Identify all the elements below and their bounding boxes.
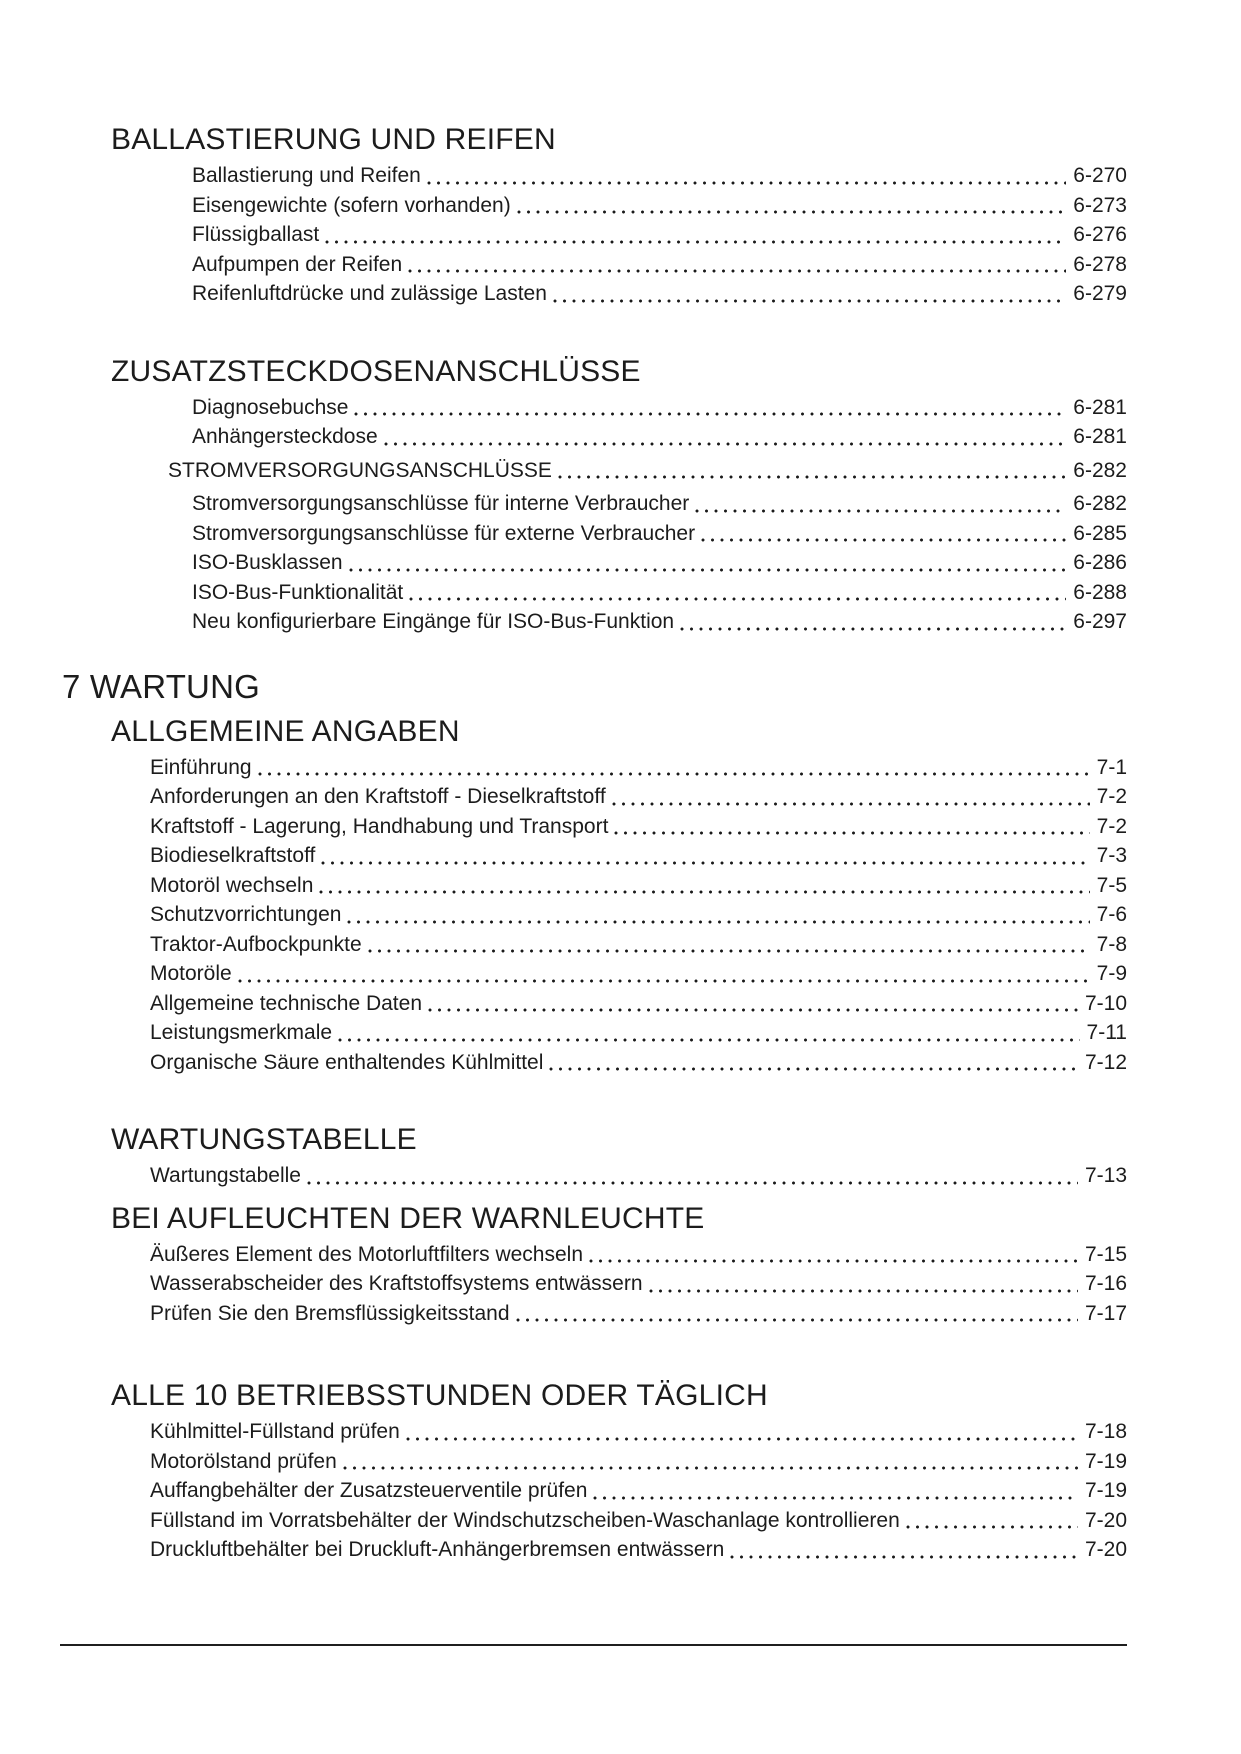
dot-leader	[406, 1437, 1078, 1441]
toc-entry	[192, 161, 1127, 191]
toc-entry-label: Aufpumpen der Reifen	[192, 252, 403, 276]
toc-section-rows	[0, 1161, 1241, 1191]
dot-leader	[593, 1496, 1078, 1500]
dot-leader	[319, 890, 1089, 894]
toc-entry	[150, 782, 1127, 812]
dot-leader	[427, 181, 1066, 185]
toc-entry-label: Wasserabscheider des Kraftstoffsystems entwässern	[150, 1272, 643, 1295]
toc-entry-label: ISO-Busklassen	[192, 551, 343, 574]
toc-entry-label: Biodieselkraftstoff	[150, 844, 316, 867]
toc-entry	[150, 1240, 1127, 1270]
toc-entry	[150, 812, 1127, 842]
toc-entry-page: 7-2	[1096, 785, 1127, 808]
toc-entry-page: 6-273	[1073, 193, 1127, 217]
dot-leader	[409, 597, 1066, 601]
toc-entry-page: 7-19	[1084, 1479, 1127, 1502]
dot-leader	[354, 412, 1066, 416]
toc-entry	[192, 393, 1127, 423]
dot-leader	[338, 1038, 1079, 1042]
toc-entry-label: Allgemeine technische Daten	[150, 991, 422, 1015]
toc-entry-page: 7-9	[1096, 962, 1127, 985]
toc-entry-page: 7-13	[1084, 1164, 1127, 1187]
toc-section-zusatzsteckdosen	[0, 354, 1241, 637]
toc-entry	[150, 1299, 1127, 1329]
toc-section-rows	[0, 393, 1241, 637]
toc-entry	[150, 1447, 1127, 1477]
toc-entry-label: Kraftstoff - Lagerung, Handhabung und Transport	[150, 814, 609, 838]
toc-entry	[192, 607, 1127, 637]
toc-entry	[150, 989, 1127, 1019]
toc-entry-page: 7-2	[1096, 814, 1127, 838]
toc-entry-label: Prüfen Sie den Bremsflüssigkeitsstand	[150, 1301, 510, 1325]
toc-entry-page: 7-16	[1084, 1272, 1127, 1295]
toc-entry	[192, 422, 1127, 452]
toc-entry	[150, 841, 1127, 871]
dot-leader	[614, 831, 1089, 835]
toc-entry-page: 7-6	[1096, 903, 1127, 926]
toc-entry	[192, 191, 1127, 221]
toc-entry-page: 7-12	[1084, 1050, 1127, 1074]
toc-entry	[192, 279, 1127, 309]
toc-entry-page: 7-20	[1084, 1508, 1127, 1532]
toc-section-rows	[0, 1240, 1241, 1329]
section-heading-allgemeine-angaben: ALLGEMEINE ANGABEN	[111, 714, 460, 748]
dot-leader	[307, 1181, 1078, 1185]
dot-leader	[906, 1525, 1078, 1529]
toc-entry	[150, 1269, 1127, 1299]
toc-entry-label: Diagnosebuchse	[192, 395, 349, 419]
toc-entry-page: 6-270	[1073, 164, 1127, 187]
section-heading-ballastierung: BALLASTIERUNG UND REIFEN	[111, 123, 556, 156]
toc-entry-page: 7-3	[1096, 844, 1127, 867]
toc-entry-page: 7-11	[1086, 1021, 1127, 1044]
footer-rule	[60, 1644, 1127, 1646]
toc-subheading-entry	[168, 456, 1127, 486]
toc-entry-label: Einführung	[150, 755, 252, 779]
toc-entry	[150, 1476, 1127, 1506]
dot-leader	[384, 442, 1067, 446]
toc-entry-label: Füllstand im Vorratsbehälter der Windschutzscheiben-Waschanlage kontrollieren	[150, 1508, 900, 1532]
dot-leader	[516, 1318, 1078, 1322]
toc-entry-page: 6-281	[1073, 425, 1127, 448]
toc-entry	[192, 489, 1127, 519]
dot-leader	[408, 269, 1066, 273]
section-heading-alle-10-betriebsstunden: ALLE 10 BETRIEBSSTUNDEN ODER TÄGLICH	[111, 1379, 768, 1412]
toc-entry-page: 7-8	[1096, 932, 1127, 956]
chapter-heading-wartung: 7 WARTUNG	[62, 667, 260, 705]
toc-entry	[150, 871, 1127, 901]
toc-entry-label: Druckluftbehälter bei Druckluft-Anhängerbremsen entwässern	[150, 1538, 725, 1561]
dot-leader	[612, 802, 1090, 806]
toc-entry-label: Äußeres Element des Motorluftfilters wechseln	[150, 1242, 584, 1266]
toc-entry-label: Leistungsmerkmale	[150, 1021, 333, 1044]
toc-entry-page: 6-285	[1073, 521, 1127, 545]
dot-leader	[549, 1067, 1078, 1071]
dot-leader	[321, 861, 1089, 865]
dot-leader	[589, 1259, 1078, 1263]
toc-entry-page: 7-10	[1084, 991, 1127, 1015]
dot-leader	[325, 240, 1066, 244]
dot-leader	[649, 1289, 1078, 1293]
toc-entry-label: Kühlmittel-Füllstand prüfen	[150, 1420, 400, 1443]
dot-leader	[347, 920, 1089, 924]
dot-leader	[701, 538, 1066, 542]
toc-section-rows	[0, 1417, 1241, 1565]
dot-leader	[558, 475, 1066, 479]
dot-leader	[517, 210, 1067, 214]
dot-leader	[680, 627, 1066, 631]
toc-entry-label: ISO-Bus-Funktionalität	[192, 580, 404, 604]
toc-entry	[150, 1048, 1127, 1078]
toc-entry-label: Flüssigballast	[192, 223, 320, 246]
toc-entry-page: 7-1	[1096, 755, 1127, 779]
toc-section-warnleuchte	[0, 1201, 1241, 1329]
toc-entry-page: 6-282	[1073, 458, 1127, 482]
toc-entry-page: 6-288	[1073, 580, 1127, 604]
toc-entry-label: Reifenluftdrücke und zulässige Lasten	[192, 282, 547, 305]
toc-entry-page: 7-17	[1084, 1301, 1127, 1325]
toc-entry-label: Neu konfigurierbare Eingänge für ISO-Bus-Funktion	[192, 610, 675, 633]
toc-entry-page: 7-18	[1084, 1420, 1127, 1443]
toc-entry-page: 6-286	[1073, 551, 1127, 574]
toc-entry-label: Ballastierung und Reifen	[192, 164, 421, 187]
section-heading-zusatzsteckdosen: ZUSATZSTECKDOSENANSCHLÜSSE	[111, 354, 641, 388]
toc-entry-label: Motoröle	[150, 962, 232, 985]
dot-leader	[695, 509, 1066, 513]
toc-entry	[150, 1535, 1127, 1565]
toc-entry-page: 7-19	[1084, 1449, 1127, 1473]
toc-entry-label: Eisengewichte (sofern vorhanden)	[192, 193, 511, 217]
toc-entry-page: 6-282	[1073, 492, 1127, 515]
toc-section-rows	[0, 753, 1241, 1078]
toc-entry	[192, 220, 1127, 250]
toc-entry	[150, 1506, 1127, 1536]
toc-section-rows	[0, 161, 1241, 309]
toc-entry	[150, 1161, 1127, 1191]
dot-leader	[730, 1555, 1078, 1559]
toc-entry-page: 6-276	[1073, 223, 1127, 246]
toc-entry	[150, 900, 1127, 930]
toc-entry	[192, 578, 1127, 608]
toc-entry-page: 7-5	[1096, 873, 1127, 897]
toc-entry-label: Stromversorgungsanschlüsse für interne Verbraucher	[192, 492, 690, 515]
toc-entry-page: 6-279	[1073, 282, 1127, 305]
dot-leader	[428, 1008, 1078, 1012]
toc-entry-page: 6-278	[1073, 252, 1127, 276]
toc-section-wartungstabelle	[0, 1122, 1241, 1191]
toc-entry-label: Organische Säure enthaltendes Kühlmittel	[150, 1050, 544, 1074]
toc-entry-page: 6-297	[1073, 610, 1127, 633]
toc-entry	[150, 1417, 1127, 1447]
toc-entry-label: Auffangbehälter der Zusatzsteuerventile prüfen	[150, 1479, 588, 1502]
toc-entry	[150, 959, 1127, 989]
toc-entry-page: 7-20	[1084, 1538, 1127, 1561]
toc-entry	[150, 930, 1127, 960]
section-heading-wartungstabelle: WARTUNGSTABELLE	[111, 1123, 417, 1156]
dot-leader	[553, 299, 1066, 303]
toc-entry	[150, 753, 1127, 783]
toc-section-ballastierung	[0, 122, 1241, 309]
toc-entry	[150, 1018, 1127, 1048]
toc-section-allgemeine-angaben	[0, 714, 1241, 1078]
toc-entry-label: Motoröl wechseln	[150, 873, 314, 897]
toc-entry-label: Wartungstabelle	[150, 1164, 301, 1187]
dot-leader	[238, 979, 1090, 983]
toc-section-alle-10-betriebsstunden	[0, 1378, 1241, 1565]
toc-entry-label: STROMVERSORGUNGSANSCHLÜSSE	[168, 458, 552, 482]
dot-leader	[349, 568, 1067, 572]
section-heading-warnleuchte: BEI AUFLEUCHTEN DER WARNLEUCHTE	[111, 1201, 705, 1235]
toc-entry-label: Motorölstand prüfen	[150, 1449, 337, 1473]
toc-entry-page: 7-15	[1084, 1242, 1127, 1266]
toc-entry-page: 6-281	[1073, 395, 1127, 419]
toc-entry-label: Stromversorgungsanschlüsse für externe Verbraucher	[192, 521, 696, 545]
toc-entry-label: Schutzvorrichtungen	[150, 903, 342, 926]
toc-entry-label: Anforderungen an den Kraftstoff - Dieselkraftstoff	[150, 785, 606, 808]
dot-leader	[258, 772, 1090, 776]
toc-entry-label: Anhängersteckdose	[192, 425, 378, 448]
toc-entry	[192, 250, 1127, 280]
toc-entry-label: Traktor-Aufbockpunkte	[150, 932, 362, 956]
dot-leader	[368, 949, 1090, 953]
toc-entry	[192, 548, 1127, 578]
dot-leader	[343, 1466, 1078, 1470]
toc-entry	[192, 519, 1127, 549]
